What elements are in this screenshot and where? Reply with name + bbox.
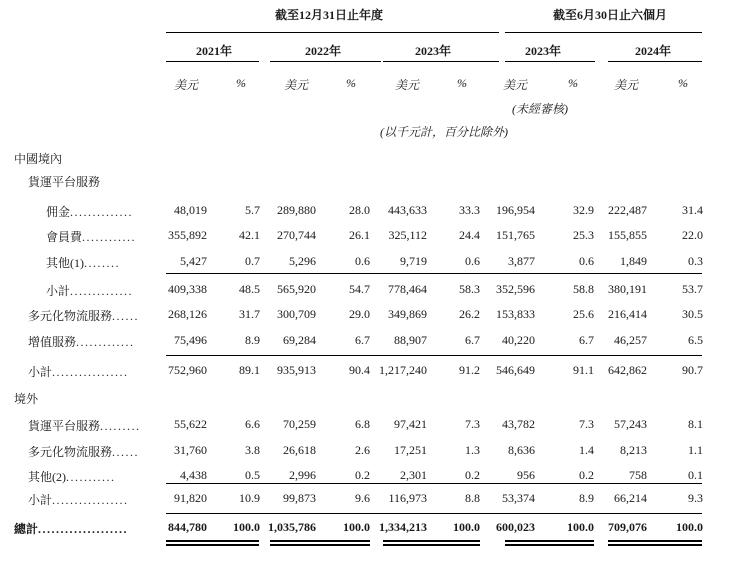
cell-percent: 0.1 xyxy=(688,468,703,482)
cell-amount: 380,191 xyxy=(608,282,647,296)
cell-percent: 1.1 xyxy=(688,443,703,457)
cell-amount: 97,421 xyxy=(394,417,427,431)
unit-pct-1: % xyxy=(236,76,246,90)
unit-pct-2: % xyxy=(346,76,356,90)
cell-amount: 2,996 xyxy=(289,468,316,482)
cell-amount: 55,622 xyxy=(174,417,207,431)
cell-percent: 100.0 xyxy=(453,520,480,534)
cell-amount: 155,855 xyxy=(608,228,647,242)
cell-percent: 8.8 xyxy=(465,491,480,505)
cell-percent: 6.7 xyxy=(579,333,594,347)
year-rule-2 xyxy=(270,61,381,62)
leader-dots: .............. xyxy=(70,205,134,219)
cell-percent: 0.6 xyxy=(355,254,370,268)
cell-percent: 7.3 xyxy=(579,417,594,431)
row-label xyxy=(28,333,135,350)
cell-percent: 0.6 xyxy=(579,254,594,268)
row-label xyxy=(28,468,116,485)
year-2024-h1: 2024年 xyxy=(635,44,672,58)
cell-amount: 43,782 xyxy=(502,417,535,431)
cell-percent: 6.6 xyxy=(245,417,260,431)
cell-amount: 196,954 xyxy=(496,203,535,217)
unit-usd-2: 美元 xyxy=(284,78,309,92)
cell-percent: 5.7 xyxy=(245,203,260,217)
cell-percent: 8.1 xyxy=(688,417,703,431)
cell-percent: 6.8 xyxy=(355,417,370,431)
cell-percent: 1.3 xyxy=(465,443,480,457)
unit-pct-4: % xyxy=(568,76,578,90)
cell-amount: 57,243 xyxy=(614,417,647,431)
cell-amount: 4,438 xyxy=(180,468,207,482)
header-group-six-months: 截至6月30日止六個月 xyxy=(553,8,668,22)
cell-amount: 355,892 xyxy=(168,228,207,242)
cell-amount: 546,649 xyxy=(496,363,535,377)
leader-dots: .............. xyxy=(70,284,134,298)
row-label xyxy=(28,443,139,460)
cell-amount: 3,877 xyxy=(508,254,535,268)
cell-percent: 0.2 xyxy=(465,468,480,482)
cell-percent: 6.7 xyxy=(355,333,370,347)
leader-dots: ................. xyxy=(52,365,129,379)
cell-amount: 752,960 xyxy=(168,363,207,377)
cell-percent: 0.7 xyxy=(245,254,260,268)
cell-percent: 1.4 xyxy=(579,443,594,457)
grand-total-double-rule xyxy=(608,540,702,546)
row-label xyxy=(28,417,141,434)
rule-domestic-total xyxy=(166,355,702,356)
cell-percent: 90.4 xyxy=(349,363,370,377)
cell-percent: 90.7 xyxy=(682,363,703,377)
cell-amount: 8,213 xyxy=(620,443,647,457)
cell-percent: 48.5 xyxy=(239,282,260,296)
cell-amount: 222,487 xyxy=(608,203,647,217)
cell-amount: 409,338 xyxy=(168,282,207,296)
cell-percent: 22.0 xyxy=(682,228,703,242)
unit-usd-3: 美元 xyxy=(395,78,420,92)
leader-dots: ................. xyxy=(52,493,129,507)
leader-dots: .................... xyxy=(38,522,129,536)
cell-percent: 89.1 xyxy=(239,363,260,377)
cell-percent: 58.3 xyxy=(459,282,480,296)
cell-amount: 642,862 xyxy=(608,363,647,377)
rule-domestic-subtotal xyxy=(166,273,702,274)
row-label xyxy=(28,307,139,324)
leader-dots: ...... xyxy=(112,309,140,323)
cell-percent: 26.1 xyxy=(349,228,370,242)
cell-amount: 268,126 xyxy=(168,307,207,321)
row-label xyxy=(28,363,129,380)
grand-total-double-rule xyxy=(383,540,480,546)
cell-amount: 31,760 xyxy=(174,443,207,457)
leader-dots: ......... xyxy=(100,419,141,433)
unaudited-note: (未經審核) xyxy=(512,102,568,116)
cell-percent: 25.6 xyxy=(573,307,594,321)
row-label xyxy=(46,203,133,220)
cell-amount: 349,869 xyxy=(388,307,427,321)
cell-amount: 91,820 xyxy=(174,491,207,505)
cell-amount: 48,019 xyxy=(174,203,207,217)
unit-usd-5: 美元 xyxy=(614,78,639,92)
cell-amount: 443,633 xyxy=(388,203,427,217)
cell-percent: 28.0 xyxy=(349,203,370,217)
cell-percent: 0.2 xyxy=(355,468,370,482)
cell-amount: 352,596 xyxy=(496,282,535,296)
cell-percent: 2.6 xyxy=(355,443,370,457)
cell-percent: 0.3 xyxy=(688,254,703,268)
cell-amount: 844,780 xyxy=(168,520,207,534)
leader-dots: ........ xyxy=(84,256,120,270)
leader-dots: ............. xyxy=(76,335,135,349)
cell-amount: 153,833 xyxy=(496,307,535,321)
row-label-text: 貨運平台服務 xyxy=(28,175,101,189)
cell-percent: 30.5 xyxy=(682,307,703,321)
cell-percent: 8.9 xyxy=(245,333,260,347)
cell-amount: 565,920 xyxy=(277,282,316,296)
cell-amount: 5,427 xyxy=(180,254,207,268)
cell-percent: 24.4 xyxy=(459,228,480,242)
cell-amount: 40,220 xyxy=(502,333,535,347)
grand-total-double-rule xyxy=(270,540,370,546)
row-label-text: 多元化物流服務 xyxy=(28,445,113,459)
cell-percent: 100.0 xyxy=(233,520,260,534)
cell-amount: 66,214 xyxy=(614,491,647,505)
cell-amount: 70,259 xyxy=(283,417,316,431)
cell-amount: 935,913 xyxy=(277,363,316,377)
header-group-year-end: 截至12月31日止年度 xyxy=(275,8,384,22)
cell-amount: 1,035,786 xyxy=(268,520,316,534)
cell-percent: 100.0 xyxy=(343,520,370,534)
cell-percent: 0.5 xyxy=(245,468,260,482)
leader-dots: ...... xyxy=(112,445,140,459)
leader-dots: ........... xyxy=(66,470,116,484)
cell-amount: 300,709 xyxy=(277,307,316,321)
year-2023: 2023年 xyxy=(415,44,452,58)
header-group-year-end-rule xyxy=(166,32,499,33)
cell-percent: 7.3 xyxy=(465,417,480,431)
cell-amount: 778,464 xyxy=(388,282,427,296)
cell-percent: 8.9 xyxy=(579,491,594,505)
cell-percent: 32.9 xyxy=(573,203,594,217)
cell-percent: 100.0 xyxy=(676,520,703,534)
year-rule-3 xyxy=(383,61,499,62)
year-rule-1 xyxy=(166,61,259,62)
row-label xyxy=(28,173,100,190)
cell-percent: 0.6 xyxy=(465,254,480,268)
cell-amount: 5,296 xyxy=(289,254,316,268)
row-label xyxy=(46,254,120,271)
row-label-text: 小計 xyxy=(46,284,71,298)
rule-overseas-subtotal xyxy=(166,483,702,484)
cell-percent: 31.4 xyxy=(682,203,703,217)
year-2023-h1: 2023年 xyxy=(525,44,562,58)
rule-grand-total-top xyxy=(166,513,702,514)
cell-amount: 956 xyxy=(517,468,535,482)
row-label-text: 境外 xyxy=(14,392,39,406)
row-label xyxy=(14,150,62,167)
row-label-text: 小計 xyxy=(28,493,53,507)
cell-amount: 151,765 xyxy=(496,228,535,242)
unit-usd-4: 美元 xyxy=(503,78,528,92)
cell-amount: 1,849 xyxy=(620,254,647,268)
row-label-text: 貨運平台服務 xyxy=(28,419,101,433)
cell-amount: 9,719 xyxy=(400,254,427,268)
cell-amount: 289,880 xyxy=(277,203,316,217)
row-label xyxy=(46,282,133,299)
cell-percent: 10.9 xyxy=(239,491,260,505)
cell-percent: 54.7 xyxy=(349,282,370,296)
row-label xyxy=(46,228,136,245)
year-rule-5 xyxy=(608,61,702,62)
row-label-text: 增值服務 xyxy=(28,335,77,349)
unit-usd-1: 美元 xyxy=(174,78,199,92)
grand-total-double-rule xyxy=(505,540,594,546)
cell-amount: 270,744 xyxy=(277,228,316,242)
cell-percent: 100.0 xyxy=(567,520,594,534)
row-label-text: 會員費 xyxy=(46,230,83,244)
cell-percent: 9.3 xyxy=(688,491,703,505)
cell-percent: 0.2 xyxy=(579,468,594,482)
cell-percent: 25.3 xyxy=(573,228,594,242)
cell-amount: 75,496 xyxy=(174,333,207,347)
row-label-text: 總計 xyxy=(14,522,39,536)
grand-total-double-rule xyxy=(166,540,259,546)
year-2022: 2022年 xyxy=(305,44,342,58)
row-label-text: 小計 xyxy=(28,365,53,379)
leader-dots: ............ xyxy=(82,230,137,244)
cell-percent: 91.2 xyxy=(459,363,480,377)
cell-amount: 709,076 xyxy=(608,520,647,534)
cell-percent: 53.7 xyxy=(682,282,703,296)
cell-percent: 3.8 xyxy=(245,443,260,457)
cell-percent: 6.7 xyxy=(465,333,480,347)
cell-amount: 26,618 xyxy=(283,443,316,457)
cell-amount: 600,023 xyxy=(496,520,535,534)
cell-percent: 9.6 xyxy=(355,491,370,505)
unit-note: (以千元計，百分比除外) xyxy=(380,125,508,139)
cell-amount: 53,374 xyxy=(502,491,535,505)
row-label xyxy=(14,520,128,537)
cell-amount: 2,301 xyxy=(400,468,427,482)
cell-amount: 8,636 xyxy=(508,443,535,457)
cell-amount: 46,257 xyxy=(614,333,647,347)
cell-percent: 6.5 xyxy=(688,333,703,347)
cell-amount: 325,112 xyxy=(388,228,427,242)
cell-amount: 88,907 xyxy=(394,333,427,347)
row-label xyxy=(28,491,129,508)
cell-amount: 1,217,240 xyxy=(379,363,427,377)
cell-percent: 91.1 xyxy=(573,363,594,377)
cell-percent: 33.3 xyxy=(459,203,480,217)
year-2021: 2021年 xyxy=(196,44,233,58)
cell-percent: 31.7 xyxy=(239,307,260,321)
cell-amount: 17,251 xyxy=(394,443,427,457)
row-label-text: 多元化物流服務 xyxy=(28,309,113,323)
cell-percent: 29.0 xyxy=(349,307,370,321)
header-group-six-months-rule xyxy=(505,32,702,33)
cell-percent: 58.8 xyxy=(573,282,594,296)
cell-amount: 69,284 xyxy=(283,333,316,347)
cell-amount: 116,973 xyxy=(388,491,427,505)
cell-percent: 42.1 xyxy=(239,228,260,242)
row-label-text: 其他(1) xyxy=(46,256,84,270)
row-label-text: 其他(2) xyxy=(28,470,66,484)
cell-percent: 26.2 xyxy=(459,307,480,321)
unit-pct-3: % xyxy=(457,76,467,90)
row-label-text: 中國境內 xyxy=(14,152,63,166)
cell-amount: 1,334,213 xyxy=(379,520,427,534)
row-label xyxy=(14,390,38,407)
year-rule-4 xyxy=(505,61,595,62)
cell-amount: 216,414 xyxy=(608,307,647,321)
unit-pct-5: % xyxy=(678,76,688,90)
cell-amount: 758 xyxy=(629,468,647,482)
cell-amount: 99,873 xyxy=(283,491,316,505)
row-label-text: 佣金 xyxy=(46,205,71,219)
